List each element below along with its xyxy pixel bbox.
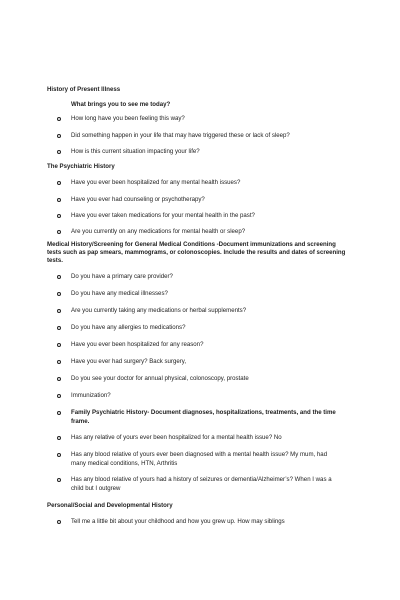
bullet-icon — [57, 478, 61, 482]
bullet-icon — [57, 360, 61, 364]
bullet-icon — [57, 343, 61, 347]
psych-item: Have you ever taken medications for your mental health in the past? — [71, 212, 255, 219]
family-item: Has any relative of yours ever been hospitalized for a mental health issue? No — [71, 434, 282, 441]
medical-item: Have you ever been hospitalized for any reason? — [71, 341, 204, 348]
family-item-line-1: Has any blood relative of yours ever been diagnosed with a mental health issue? My mum, had — [71, 451, 328, 458]
family-history-heading-line-2: frame. — [71, 418, 90, 425]
bullet-icon — [57, 326, 61, 330]
medical-item: Do you have any allergies to medications? — [71, 324, 186, 331]
bullet-icon — [57, 411, 61, 415]
hpi-item: How is this current situation impacting your life? — [71, 148, 200, 155]
psych-item: Have you ever had counseling or psychotherapy? — [71, 196, 205, 203]
bullet-icon — [57, 292, 61, 296]
bullet-icon — [57, 275, 61, 279]
bullet-icon — [57, 134, 61, 138]
psych-item: Have you ever been hospitalized for any mental health issues? — [71, 179, 241, 186]
bullet-icon — [57, 198, 61, 202]
family-item-line-2: many medical conditions, HTN, Arthritis — [71, 460, 178, 467]
family-item-line-1: Has any blood relative of yours had a history of seizures or dementia/Alzheimer’s? When I was a — [71, 476, 332, 483]
bullet-icon — [57, 520, 61, 524]
bullet-icon — [57, 436, 61, 440]
medical-item: Do you see your doctor for annual physical, colonoscopy, prostate — [71, 375, 249, 382]
medical-item: Are you currently taking any medications or herbal supplements? — [71, 307, 247, 314]
section-heading-social: Personal/Social and Developmental History — [47, 502, 173, 509]
medical-item: Do you have a primary care provider? — [71, 273, 173, 280]
section-heading-medical-line-1: Medical History/Screening for General Medical Conditions -Document immunizations and screening — [47, 241, 336, 248]
bullet-icon — [57, 453, 61, 457]
section-heading-medical-line-3: tests. — [47, 257, 63, 264]
bullet-icon — [57, 117, 61, 121]
medical-item: Immunization? — [71, 392, 111, 399]
section-heading-medical-line-2: tests such as pap smears, mammograms, or colonoscopies. Include the results and dates of screening — [47, 249, 346, 256]
bullet-icon — [57, 394, 61, 398]
psych-item: Are you currently on any medications for mental health or sleep? — [71, 228, 246, 235]
hpi-prompt: What brings you to see me today? — [71, 101, 171, 108]
bullet-icon — [57, 309, 61, 313]
hpi-item: Did something happen in your life that may have triggered these or lack of sleep? — [71, 132, 290, 139]
social-item: Tell me a little bit about your childhood and how you grew up. How may siblings — [71, 518, 285, 525]
section-heading-hpi: History of Present Illness — [47, 86, 121, 93]
hpi-item: How long have you been feeling this way? — [71, 115, 185, 122]
bullet-icon — [57, 181, 61, 185]
family-item-line-2: child but I outgrew — [71, 485, 121, 492]
medical-item: Do you have any medical illnesses? — [71, 290, 168, 297]
bullet-icon — [57, 377, 61, 381]
section-heading-psych: The Psychiatric History — [47, 163, 115, 170]
bullet-icon — [57, 230, 61, 234]
bullet-icon — [57, 214, 61, 218]
family-history-heading-line-1: Family Psychiatric History- Document diagnoses, hospitalizations, treatments, and the time — [71, 409, 336, 416]
medical-item: Have you ever had surgery? Back surgery, — [71, 358, 187, 365]
bullet-icon — [57, 150, 61, 154]
